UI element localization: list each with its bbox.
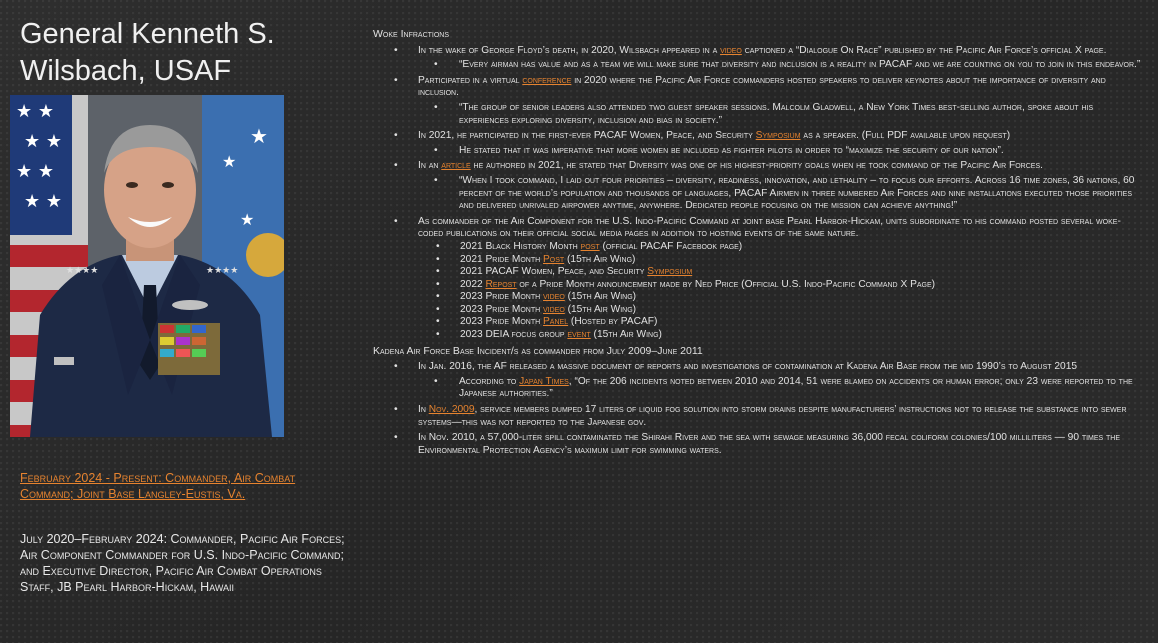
- sub-list-item: • 2023 Pride Month video (15th Air Wing): [373, 291, 1143, 304]
- sub-list-item: • 2023 Pride Month video (15th Air Wing): [373, 304, 1143, 317]
- post-link[interactable]: Post: [543, 253, 565, 265]
- woke-infractions-list: [373, 45, 1143, 342]
- symposium-link[interactable]: Symposium: [647, 266, 693, 278]
- kadena-list: [373, 361, 1143, 457]
- list-item: • In an article he authored in 2021, he stated that Diversity was one of his highest-priority goals when he took command of the Pacific Air Forces. • “When I took command, I laid out four priorities – diversity, readiness, innovation, and lethality – to focus our efforts. Across 16 time zones, 36 nations, 60 percent of the world’s population and thousands of languages, PACAF Airmen in three numbered Air Forces and nine installations executed those priorities and delivered unrivaled airpower anytime, anywhere. Dedicated people focusing on the mission can achieve anything!”: [373, 160, 1143, 212]
- video-link[interactable]: video: [543, 291, 565, 303]
- event-link[interactable]: event: [567, 329, 591, 341]
- sub-list-item: • 2023 Pride Month Panel (Hosted by PACAF): [373, 316, 1143, 329]
- portrait-photo: [10, 95, 284, 437]
- svg-text:★: ★: [222, 152, 237, 171]
- sub-list-item: • 2021 Black History Month post (official PACAF Facebook page): [373, 241, 1143, 254]
- svg-text:★: ★: [250, 124, 268, 148]
- svg-text:★ ★: ★ ★: [24, 131, 62, 152]
- conference-link[interactable]: conference: [522, 74, 572, 86]
- quote-item: • “When I took command, I laid out four priorities – diversity, readiness, innovation, and lethality – to focus our efforts. Across 16 time zones, 36 nations, 60 percent of the world’s population and thousands of languages, PACAF Airmen in three numbered Air Forces and nine installations executed those priorities and delivered unrivaled airpower anytime, anywhere. Dedicated people focusing on the mission can achieve anything!”: [373, 175, 1143, 213]
- woke-infractions-heading: Woke Infractions: [373, 28, 450, 40]
- sub-list-item: • 2023 DEIA focus group event (15th Air Wing): [373, 329, 1143, 342]
- svg-text:★ ★: ★ ★: [24, 191, 62, 212]
- main-content: [373, 28, 1143, 460]
- previous-role-text: July 2020–February 2024: Commander, Pacific Air Forces; Air Component Commander for U.S. Indo-Pacific Command; and Executive Director, Pacific Air Combat Operations Staff, JB Pearl Harbor-Hickam, Hawaii: [20, 532, 345, 594]
- sub-list-item: • 2021 Pride Month Post (15th Air Wing): [373, 254, 1143, 267]
- quote-item: • According to Japan Times, “Of the 206 incidents noted between 2010 and 2014, 51 were blamed on accidents or human error; only 23 were reported to the Japanese authorities.”: [373, 376, 1143, 401]
- post-link[interactable]: post: [580, 240, 600, 252]
- symposium-link[interactable]: Symposium: [755, 130, 801, 142]
- quote-item: • “Every airman has value and as a team we will make sure that diversity and inclusion is a reality in PACAF and we are counting on you to join in this endeavor.”: [373, 59, 1143, 72]
- list-item: • In Nov. 2009, service members dumped 17 liters of liquid fog solution into storm drains despite manufacturers’ instructions not to release the substance into sewer systems—this was not reported to the Japanese gov.: [373, 404, 1143, 429]
- japan-times-link[interactable]: Japan Times: [519, 375, 569, 387]
- list-item: • In the wake of George Floyd’s death, in 2020, Wilsbach appeared in a video captioned a “Dialogue On Race” published by the Pacific Air Force’s official X page. • “Every airman has value and as a team we will make sure that diversity and inclusion is a reality in PACAF and we are counting on you to join in this endeavor.”: [373, 45, 1143, 72]
- sub-list-item: • 2022 Repost of a Pride Month announcement made by Ned Price (Official U.S. Indo-Pacific Command X Page): [373, 279, 1143, 292]
- list-item: • In Nov. 2010, a 57,000-liter spill contaminated the Shirahi River and the sea with sewage measuring 36,000 fecal coliform colonies/100 milliliters — 90 times the Environmental Protection Agency’s maximum limit for swimming waters.: [373, 432, 1143, 457]
- current-role-link[interactable]: February 2024 - Present: Commander, Air Combat Command; Joint Base Langley-Eustis, Va.: [20, 471, 296, 501]
- sub-list-item: • 2021 PACAF Women, Peace, and Security Symposium: [373, 266, 1143, 279]
- svg-text:★★★★: ★★★★: [206, 266, 239, 276]
- quote-item: • “The group of senior leaders also attended two guest speaker sessions. Malcolm Gladwell, a New York Times best-selling author, spoke about his experiences exploring diversity, inclusion and bias in society.”: [373, 102, 1143, 127]
- svg-text:★ ★: ★ ★: [16, 161, 54, 182]
- kadena-heading: Kadena Air Force Base Incident/s as commander from July 2009–June 2011: [373, 344, 703, 357]
- list-item: • As commander of the Air Component for the U.S. Indo-Pacific Command at joint base Pearl Harbor-Hickam, units subordinate to his command posted several woke-coded publications on their official social media pages in addition to hosting events of the same nature. • 2021 Black History Month post (official PACAF Facebook page) • 2021 Pride Month Post (15th Air Wing) • 2021 PACAF Women, Peace, and Security Symposium • 2022 Repost of a Pride Month announcement made by Ned Price (Official U.S. Indo-Pacific Command X Page) • 2023 Pride Month video (15th Air Wing) • 2023 Pride Month video (15th Air Wing) • 2023 Pride Month Panel (Hosted by PACAF) • 2023 DEIA focus group event (15th Air Wing): [373, 216, 1143, 342]
- list-item: • In 2021, he participated in the first-ever PACAF Women, Peace, and Security Symposium as a speaker. (Full PDF available upon request) • He stated that it was imperative that more women be included as fighter pilots in order to “maximize the security of our nation”.: [373, 130, 1143, 157]
- article-link[interactable]: article: [441, 160, 471, 172]
- nov-2009-link[interactable]: Nov. 2009: [428, 404, 475, 416]
- person-name: General Kenneth S. Wilsbach, USAF: [20, 18, 275, 87]
- panel-link[interactable]: Panel: [543, 316, 569, 328]
- svg-text:★ ★: ★ ★: [16, 101, 54, 122]
- list-item: • Participated in a virtual conference in 2020 where the Pacific Air Force commanders hosted speakers to deliver keynotes about the importance of diversity and inclusion. • “The group of senior leaders also attended two guest speaker sessions. Malcolm Gladwell, a New York Times best-selling author, spoke about his experiences exploring diversity, inclusion and bias in society.”: [373, 75, 1143, 127]
- quote-item: • He stated that it was imperative that more women be included as fighter pilots in order to “maximize the security of our nation”.: [373, 145, 1143, 158]
- repost-link[interactable]: Repost: [485, 278, 517, 290]
- svg-text:★★★★: ★★★★: [66, 266, 99, 276]
- video-link[interactable]: video: [720, 44, 742, 56]
- list-item: • In Jan. 2016, the AF released a massive document of reports and investigations of contamination at Kadena Air Base from the mid 1990’s to August 2015 • According to Japan Times, “Of the 206 incidents noted between 2010 and 2014, 51 were blamed on accidents or human error; only 23 were reported to the Japanese authorities.”: [373, 361, 1143, 401]
- video-link[interactable]: video: [543, 303, 565, 315]
- svg-text:★: ★: [240, 210, 255, 229]
